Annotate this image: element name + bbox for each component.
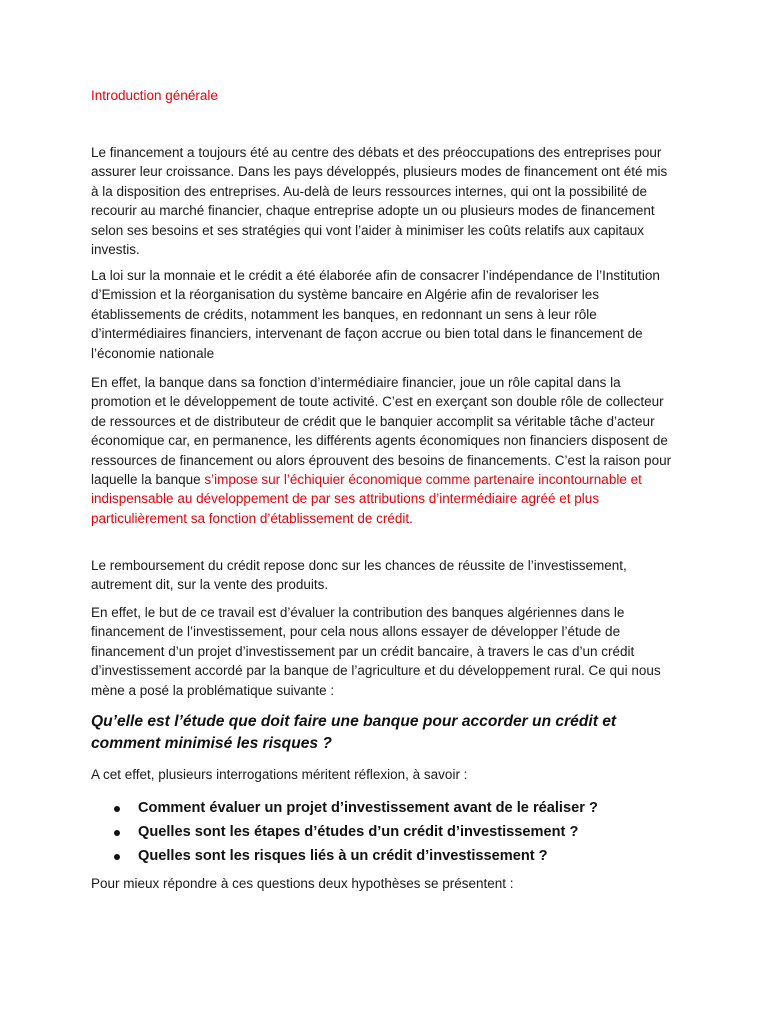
- paragraph-5: En effet, le but de ce travail est d’évaluer la contribution des banques algériennes dans le financement de l’investissement, pour cela nous allons essayer de développer l’étude de financement d’un projet d’investissement par un crédit bancaire, à travers le cas d’un crédit d’investissement accordé par la banque de l’agriculture et du développement rural. Ce qui nous mène a posé la problématique suivante :: [91, 605, 661, 698]
- paragraph-3-highlight: s’impose sur l’échiquier économique comme partenaire incontournable et indispensable au développement de par ses attributions d’intermédiaire agréé et plus particulièrement sa fonction d’établissement de crédit.: [91, 472, 642, 526]
- paragraph-3: [91, 373, 677, 528]
- paragraph-3-text: En effet, la banque dans sa fonction d’intermédiaire financier, joue un rôle capital dans la promotion et le développement de toute activité. C’est en exerçant son double rôle de collecteur de ressources et de distributeur de crédit que le banquier accomplit sa véritable tâche d’acteur économique car, en permanence, les différents agents économiques non financiers disposent de ressources de financement ou alors éprouvent des besoins de financements. C’est la raison pour laquelle la banque: [91, 375, 672, 488]
- paragraph-7: Pour mieux répondre à ces questions deux hypothèses se présentent :: [91, 876, 514, 891]
- list-item: Quelles sont les étapes d’études d’un crédit d’investissement ?: [91, 820, 677, 844]
- problem-question: Qu’elle est l’étude que doit faire une banque pour accorder un crédit et comment minimisé les risques ?: [91, 713, 617, 752]
- section-title: Introduction générale: [91, 88, 218, 103]
- list-item: Quelles sont les risques liés à un crédit d’investissement ?: [91, 844, 677, 868]
- question-list: [91, 796, 677, 868]
- bullet-icon: [114, 854, 120, 860]
- paragraph-4: Le remboursement du crédit repose donc sur les chances de réussite de l’investissement, autrement dit, sur la vente des produits.: [91, 558, 627, 593]
- paragraph-2: La loi sur la monnaie et le crédit a été élaborée afin de consacrer l’indépendance de l’Institution d’Emission et la réorganisation du système bancaire en Algérie afin de revaloriser les établissements de crédits, notamment les banques, en redonnant un sens à leur rôle d’intermédiaires financiers, intervenant de façon accrue ou bien total dans le financement de l’économie nationale: [91, 268, 660, 361]
- bullet-icon: [114, 806, 120, 812]
- bullet-icon: [114, 830, 120, 836]
- paragraph-1: Le financement a toujours été au centre des débats et des préoccupations des entreprises pour assurer leur croissance. Dans les pays développés, plusieurs modes de financement ont été mis à la disposition des entreprises. Au-delà de leurs ressources internes, qui ont la possibilité de recourir au marché financier, chaque entreprise adopte un ou plusieurs modes de financement selon ses besoins et ses stratégies qui vont l’aider à minimiser les coûts relatifs aux capitaux investis.: [91, 145, 668, 258]
- list-item: Comment évaluer un projet d’investissement avant de le réaliser ?: [91, 796, 677, 820]
- paragraph-6: A cet effet, plusieurs interrogations méritent réflexion, à savoir :: [91, 767, 468, 782]
